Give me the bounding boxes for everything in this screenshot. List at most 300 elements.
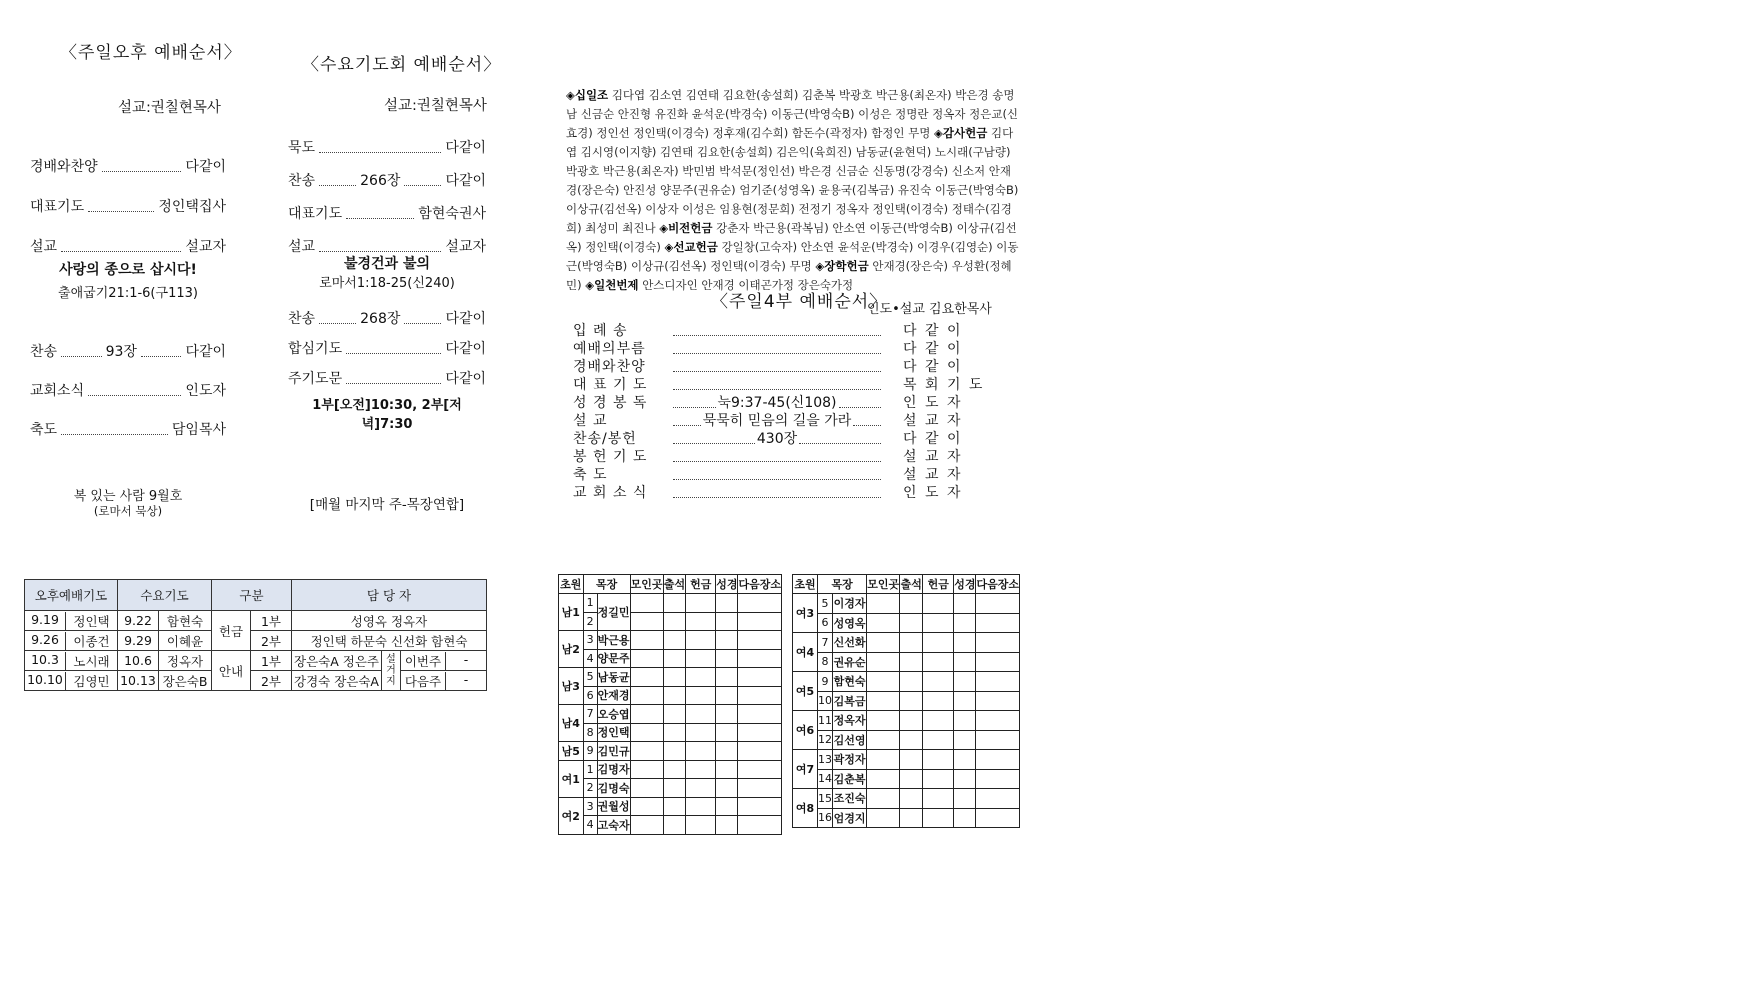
attendance-blank-cell [716, 723, 738, 742]
attendance-header: 다음장소 [976, 575, 1020, 594]
attendance-blank-cell [954, 652, 976, 672]
order-label: 교회소식 [30, 383, 85, 399]
dot-leader [319, 251, 441, 252]
sunday4-leader-line [671, 392, 883, 412]
offering-names: 안스디자인 안재경 이태곤가정 장은숙가정 [638, 278, 854, 292]
attendance-leader: 함현숙 [833, 672, 867, 692]
attendance-blank-cell [976, 750, 1020, 770]
attendance-row [793, 711, 1020, 731]
attendance-row [559, 723, 782, 742]
order-row [30, 400, 226, 439]
attendance-row [559, 649, 782, 668]
attendance-row [559, 779, 782, 798]
sunday4-leader-line [671, 371, 883, 376]
attendance-row [793, 691, 1020, 711]
order-label: 설교 [288, 239, 316, 255]
attendance-number: 7 [818, 633, 833, 653]
attendance-row [559, 631, 782, 650]
order-row [288, 157, 486, 190]
attendance-blank-cell [738, 705, 782, 724]
attendance-blank-cell [630, 760, 663, 779]
offering-names: 강일창(고숙자) 안소연 윤석운(박경숙) 이경우(김영순) 이동근(박영숙B) 이상규(김선옥) 정인택(이경숙) 무명 [566, 240, 1019, 273]
attendance-blank-cell [923, 711, 954, 731]
attendance-blank-cell [954, 594, 976, 614]
order-value: 설교자 [445, 239, 486, 255]
attendance-blank-cell [663, 649, 686, 668]
attendance-blank-cell [738, 668, 782, 687]
dot-leader [853, 425, 881, 426]
dot-leader [673, 479, 881, 480]
duty-row [25, 651, 487, 671]
attendance-blank-cell [976, 769, 1020, 789]
order-row [288, 358, 486, 388]
duty-assignees: 성영옥 정옥자 [292, 611, 487, 631]
attendance-number: 8 [818, 652, 833, 672]
attendance-leader: 성영옥 [833, 613, 867, 633]
dot-leader [61, 434, 168, 435]
attendance-blank-cell [686, 631, 716, 650]
attendance-blank-cell [716, 705, 738, 724]
attendance-row [793, 808, 1020, 828]
attendance-header: 초원 [793, 575, 818, 594]
attendance-blank-cell [923, 750, 954, 770]
sunday4-label: 봉 헌 기 도 [573, 449, 648, 465]
sunday4-label: 예배의부름 [573, 341, 646, 357]
order-row [30, 176, 226, 216]
sunday4-leader-line [671, 461, 883, 466]
attendance-blank-cell [976, 594, 1020, 614]
dot-leader [799, 443, 881, 444]
attendance-blank-cell [976, 613, 1020, 633]
dishwash-week: 이번주 [401, 652, 446, 670]
offering-category: ◈십일조 [566, 88, 609, 102]
sunday-afternoon-sermon-ref: 출애굽기21:1-6(구113) [58, 286, 198, 301]
attendance-header: 모인곳 [630, 575, 663, 594]
dot-leader [673, 353, 881, 354]
attendance-leader: 이경자 [833, 594, 867, 614]
attendance-row [793, 789, 1020, 809]
order-row [30, 136, 226, 176]
attendance-leader: 정옥자 [833, 711, 867, 731]
attendance-group: 여1 [559, 760, 584, 797]
sunday4-value: 다 같 이 [903, 431, 963, 447]
offering-category: ◈감사헌금 [934, 126, 988, 140]
duty-part: 2부 [251, 671, 292, 691]
attendance-leader: 조진숙 [833, 789, 867, 809]
attendance-blank-cell [923, 730, 954, 750]
order-label: 찬송 [288, 311, 316, 327]
duty-person: 함현숙 [159, 611, 212, 631]
duty-assignees: 정인택 하문숙 신선화 함현숙 [292, 631, 487, 651]
sunday-afternoon-footer-note: (로마서 묵상) [93, 504, 163, 518]
order-label: 축도 [30, 422, 58, 438]
attendance-row [559, 594, 782, 613]
attendance-blank-cell [954, 789, 976, 809]
sunday4-value: 인 도 자 [903, 485, 963, 501]
attendance-blank-cell [900, 730, 923, 750]
attendance-header: 초원 [559, 575, 584, 594]
attendance-blank-cell [716, 594, 738, 613]
attendance-header: 성경 [716, 575, 738, 594]
attendance-blank-cell [738, 816, 782, 835]
offering-names: 안재경(장은숙) 우성환(정혜민) [566, 259, 1012, 292]
duty-person: 이혜윤 [159, 631, 212, 651]
attendance-blank-cell [663, 705, 686, 724]
attendance-leader: 김명숙 [597, 779, 630, 798]
dot-leader [673, 335, 881, 336]
dot-leader [141, 356, 182, 357]
attendance-blank-cell [663, 723, 686, 742]
attendance-header: 헌금 [923, 575, 954, 594]
attendance-group: 여3 [793, 594, 818, 633]
attendance-row [793, 672, 1020, 692]
attendance-number: 3 [583, 797, 597, 816]
attendance-number: 4 [583, 816, 597, 835]
duty-header: 담 당 자 [292, 580, 487, 611]
order-row [288, 223, 486, 256]
attendance-number: 1 [583, 594, 597, 613]
duty-person: 노시래 [73, 653, 110, 669]
attendance-header: 다음장소 [738, 575, 782, 594]
duty-assignees: 장은숙A 정은주 [292, 651, 382, 671]
sunday4-label: 축 도 [573, 467, 608, 483]
sunday4-leader-line [671, 410, 883, 430]
attendance-blank-cell [686, 668, 716, 687]
attendance-leader: 남동균 [597, 668, 630, 687]
sunday4-detail: 눅9:37-45(신108) [717, 395, 837, 411]
attendance-row [559, 668, 782, 687]
attendance-blank-cell [867, 808, 900, 828]
order-row [288, 190, 486, 223]
dot-leader [839, 407, 882, 408]
duty-date: 9.19 [25, 612, 66, 630]
attendance-leader: 곽정자 [833, 750, 867, 770]
attendance-header: 출석 [663, 575, 686, 594]
attendance-leader: 김선영 [833, 730, 867, 750]
duty-date: 9.29 [118, 631, 159, 651]
attendance-blank-cell [686, 742, 716, 761]
attendance-number: 9 [583, 742, 597, 761]
attendance-blank-cell [923, 594, 954, 614]
attendance-number: 6 [818, 613, 833, 633]
attendance-blank-cell [663, 816, 686, 835]
duty-table [24, 579, 487, 691]
attendance-header-row [793, 575, 1020, 594]
attendance-blank-cell [663, 631, 686, 650]
attendance-number: 16 [818, 808, 833, 828]
order-value: 설교자 [185, 239, 226, 255]
attendance-row [793, 769, 1020, 789]
attendance-blank-cell [716, 668, 738, 687]
attendance-number: 13 [818, 750, 833, 770]
sunday4-value: 다 같 이 [903, 323, 963, 339]
attendance-blank-cell [867, 691, 900, 711]
attendance-number: 2 [583, 612, 597, 631]
duty-part: 1부 [251, 611, 292, 631]
sunday-afternoon-order [30, 136, 226, 256]
attendance-blank-cell [738, 779, 782, 798]
attendance-number: 12 [818, 730, 833, 750]
order-label: 찬송 [288, 173, 316, 189]
attendance-blank-cell [630, 816, 663, 835]
attendance-row [559, 797, 782, 816]
attendance-blank-cell [976, 711, 1020, 731]
order-value: 다같이 [445, 173, 487, 189]
duty-row [25, 631, 487, 651]
attendance-blank-cell [867, 750, 900, 770]
attendance-blank-cell [738, 631, 782, 650]
sunday4-value: 인 도 자 [903, 395, 963, 411]
sunday4-detail: 묵묵히 믿음의 길을 가라 [702, 413, 852, 429]
order-label: 찬송 [30, 344, 58, 360]
attendance-number: 14 [818, 769, 833, 789]
attendance-blank-cell [954, 691, 976, 711]
attendance-blank-cell [923, 652, 954, 672]
attendance-blank-cell [630, 742, 663, 761]
dishwash-person: - [463, 671, 469, 687]
attendance-leader: 안재경 [597, 686, 630, 705]
duty-header: 수요기도 [118, 580, 212, 611]
attendance-blank-cell [976, 672, 1020, 692]
sunday4-label: 대 표 기 도 [573, 377, 648, 393]
attendance-blank-cell [923, 633, 954, 653]
attendance-blank-cell [900, 633, 923, 653]
attendance-number: 1 [583, 760, 597, 779]
order-value: 다같이 [445, 311, 487, 327]
attendance-group: 남2 [559, 631, 584, 668]
order-label: 합심기도 [288, 341, 343, 357]
order-row [288, 124, 486, 157]
attendance-blank-cell [976, 730, 1020, 750]
attendance-blank-cell [716, 797, 738, 816]
sunday4-leader-line [671, 428, 883, 448]
attendance-blank-cell [738, 723, 782, 742]
attendance-leader: 오승엽 [597, 705, 630, 724]
attendance-header: 목장 [583, 575, 630, 594]
duty-date: 10.10 [25, 672, 66, 690]
order-value: 인도자 [185, 383, 226, 399]
attendance-blank-cell [867, 789, 900, 809]
attendance-blank-cell [923, 769, 954, 789]
duty-person: 정옥자 [159, 651, 212, 671]
attendance-blank-cell [954, 808, 976, 828]
attendance-blank-cell [923, 613, 954, 633]
attendance-number: 5 [818, 594, 833, 614]
attendance-blank-cell [686, 797, 716, 816]
dot-leader [346, 353, 441, 354]
attendance-blank-cell [686, 612, 716, 631]
attendance-leader: 엄경지 [833, 808, 867, 828]
attendance-blank-cell [976, 652, 1020, 672]
attendance-blank-cell [630, 705, 663, 724]
attendance-leader: 김민규 [597, 742, 630, 761]
attendance-number: 4 [583, 649, 597, 668]
attendance-blank-cell [900, 594, 923, 614]
attendance-blank-cell [630, 594, 663, 613]
wednesday-order [288, 124, 486, 256]
attendance-blank-cell [663, 594, 686, 613]
dishwash-week: 다음주 [401, 672, 446, 690]
attendance-blank-cell [738, 612, 782, 631]
attendance-group: 남3 [559, 668, 584, 705]
attendance-group: 여7 [793, 750, 818, 789]
attendance-blank-cell [663, 668, 686, 687]
attendance-blank-cell [900, 789, 923, 809]
offering-category: ◈선교헌금 [664, 240, 718, 254]
attendance-leader: 정길민 [597, 594, 630, 631]
attendance-blank-cell [716, 631, 738, 650]
duty-person: 정인택 [73, 613, 110, 629]
dot-leader [673, 443, 755, 444]
attendance-blank-cell [686, 686, 716, 705]
sunday4-label: 교 회 소 식 [573, 485, 648, 501]
attendance-group: 여2 [559, 797, 584, 834]
sunday-afternoon-order-2 [30, 322, 226, 439]
order-label: 경배와찬양 [30, 159, 98, 175]
dot-leader [319, 152, 441, 153]
attendance-number: 9 [818, 672, 833, 692]
duty-date: 10.3 [25, 652, 66, 670]
attendance-row [559, 612, 782, 631]
sunday4-leader-line [671, 335, 883, 340]
dot-leader [88, 211, 154, 212]
order-value: 정인택집사 [158, 199, 226, 215]
wednesday-order-2 [288, 298, 486, 388]
attendance-blank-cell [630, 631, 663, 650]
attendance-blank-cell [867, 672, 900, 692]
attendance-blank-cell [923, 672, 954, 692]
attendance-blank-cell [716, 612, 738, 631]
attendance-row [559, 686, 782, 705]
order-value: 다같이 [185, 159, 226, 175]
attendance-group: 여6 [793, 711, 818, 750]
attendance-row [793, 613, 1020, 633]
attendance-header: 헌금 [686, 575, 716, 594]
attendance-blank-cell [976, 633, 1020, 653]
attendance-blank-cell [954, 750, 976, 770]
attendance-header: 출석 [900, 575, 923, 594]
duty-assignees: 강경숙 장은숙A [292, 671, 382, 691]
order-value: 다같이 [185, 344, 227, 360]
dot-leader [673, 389, 881, 390]
order-row [288, 328, 486, 358]
attendance-blank-cell [663, 686, 686, 705]
offering-names: 김다엽 김소연 김연태 김요한(송설희) 김춘복 박광호 박근용(최온자) 박은경 송명남 신금순 안진형 유진화 윤석운(박경숙) 이동근(박영숙B) 이성은 정명란 정옥자 정은교(신효경) 정인선 정인택(이경숙) 정후재(김수희) 함돈수(곽정자) 함정인 무명 [566, 88, 1019, 140]
attendance-blank-cell [900, 613, 923, 633]
attendance-leader: 정인택 [597, 723, 630, 742]
attendance-blank-cell [630, 612, 663, 631]
sunday4-leader-line [671, 497, 883, 502]
attendance-blank-cell [954, 730, 976, 750]
attendance-blank-cell [954, 613, 976, 633]
sunday4-value: 설 교 자 [903, 413, 963, 429]
attendance-leader: 권월성 [597, 797, 630, 816]
attendance-blank-cell [954, 769, 976, 789]
wednesday-times: 1부[오전]10:30, 2부[저녁]7:30 [312, 398, 462, 432]
duty-date: 9.26 [25, 632, 66, 650]
dot-leader [102, 171, 182, 172]
offering-names: 김다엽 김시영(이지향) 김연태 김요한(송설희) 김은익(육희진) 남동균(윤현덕) 노시래(구남량) 박광호 박근용(최온자) 박민범 박석문(정인선) 박은경 신금순 신동명(강경숙) 신소저 안재경(장은숙) 안진성 양문주(권유순) 엄기준(성영옥) 윤용국(김복금) 유진숙 이동근(박영숙B) 이상규(김선옥) 이상자 이성은 임용현(정문희) 전정기 정옥자 정인택(이경숙) 정태수(김경희) 최성미 최진나 [566, 126, 1019, 235]
sunday4-title: 〈주일4부 예배순서〉 [711, 292, 888, 312]
order-value: 함현숙권사 [418, 206, 486, 222]
offering-names: 강춘자 박근용(곽복님) 안소연 이동근(박영숙B) 이상규(김선옥) 정인택(이경숙) [566, 221, 1017, 254]
attendance-blank-cell [686, 779, 716, 798]
sunday4-leader-line [671, 479, 883, 484]
order-row [288, 298, 486, 328]
attendance-blank-cell [716, 779, 738, 798]
attendance-blank-cell [686, 705, 716, 724]
sunday4-value: 설 교 자 [903, 449, 963, 465]
order-label: 대표기도 [288, 206, 343, 222]
dot-leader [673, 461, 881, 462]
sunday4-value: 다 같 이 [903, 341, 963, 357]
offering-category: ◈비전헌금 [659, 221, 713, 235]
sunday-afternoon-preacher: 설교:권칠현목사 [118, 100, 221, 116]
sunday4-order [573, 322, 999, 502]
offering-list [566, 86, 1020, 295]
attendance-blank-cell [686, 594, 716, 613]
duty-person: 장은숙B [159, 671, 212, 691]
attendance-blank-cell [923, 808, 954, 828]
offering-category: ◈장학헌금 [815, 259, 869, 273]
attendance-blank-cell [716, 742, 738, 761]
attendance-blank-cell [900, 652, 923, 672]
wednesday-sermon-ref: 로마서1:18-25(신240) [319, 276, 455, 291]
wednesday-preacher: 설교:권칠현목사 [384, 98, 487, 114]
attendance-blank-cell [900, 808, 923, 828]
order-value: 다같이 [445, 341, 486, 357]
attendance-blank-cell [867, 594, 900, 614]
attendance-blank-cell [738, 594, 782, 613]
offering-category: ◈일천번제 [585, 278, 639, 292]
order-label: 주기도문 [288, 371, 343, 387]
attendance-row [793, 750, 1020, 770]
dot-leader [404, 185, 441, 186]
attendance-blank-cell [663, 760, 686, 779]
attendance-blank-cell [630, 649, 663, 668]
attendance-blank-cell [976, 808, 1020, 828]
wednesday-footer: [매월 마지막 주-목장연합] [309, 497, 465, 513]
guide-label: 안내 [212, 651, 251, 691]
sunday-afternoon-footer: 복 있는 사람 9월호 [73, 489, 183, 504]
sunday4-leader-line [671, 353, 883, 358]
attendance-row [559, 742, 782, 761]
wednesday-sermon-title: 불경건과 불의 [343, 256, 431, 272]
attendance-blank-cell [867, 652, 900, 672]
attendance-blank-cell [738, 686, 782, 705]
sunday4-label: 입 례 송 [573, 323, 628, 339]
attendance-blank-cell [900, 672, 923, 692]
dishwash-label: 설거지 [381, 651, 400, 691]
attendance-blank-cell [663, 612, 686, 631]
dot-leader [673, 425, 701, 426]
sunday4-leader: 인도•설교 김요한목사 [867, 302, 992, 317]
attendance-blank-cell [663, 742, 686, 761]
attendance-header: 성경 [954, 575, 976, 594]
order-detail: 266장 [360, 173, 401, 189]
attendance-blank-cell [900, 711, 923, 731]
sunday4-value: 목 회 기 도 [903, 377, 985, 393]
attendance-number: 3 [583, 631, 597, 650]
attendance-row [793, 633, 1020, 653]
order-label: 설교 [30, 239, 58, 255]
dot-leader [319, 185, 356, 186]
dot-leader [88, 395, 181, 396]
attendance-blank-cell [867, 769, 900, 789]
order-label: 묵도 [288, 140, 316, 156]
attendance-number: 5 [583, 668, 597, 687]
dot-leader [61, 251, 181, 252]
